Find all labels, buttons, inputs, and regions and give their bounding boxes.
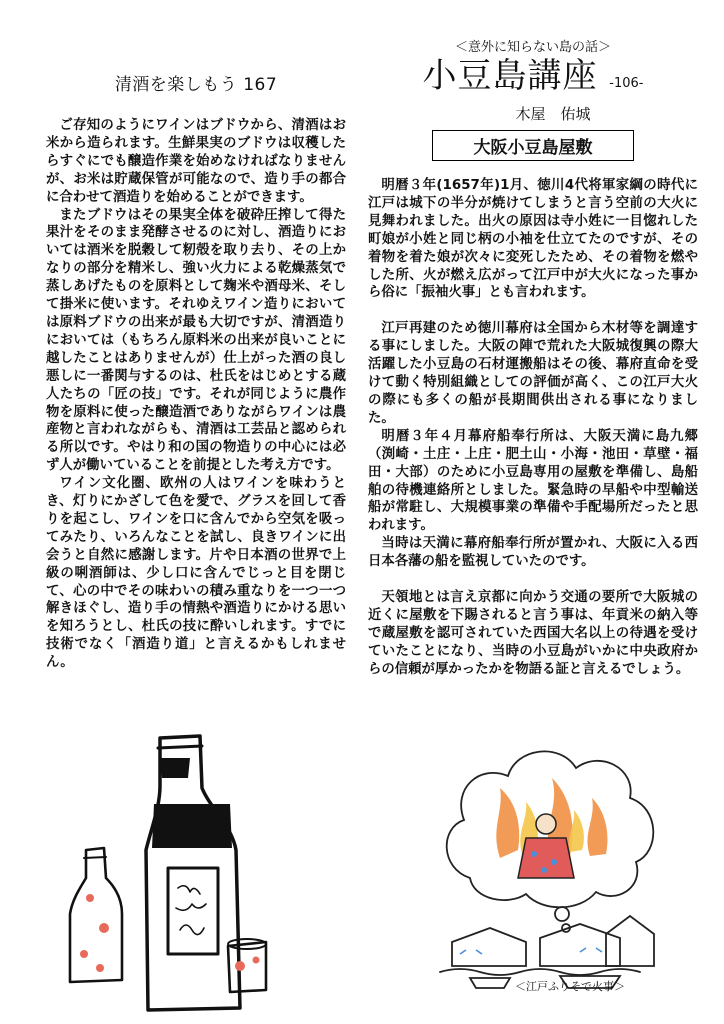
sake-paragraph: ご存知のようにワインはブドウから、清酒はお米から造られます。生鮮果実のブドウは収穫したらすぐにでも醸造作業を始めなければなりませんが、お米は貯蔵保管が可能なので、造り手の都合に合わせて酒造りを始めることができます。 [46,118,346,205]
author-name: 木屋 佑城 [515,105,591,123]
sake-column-body [46,117,346,672]
shodoshima-column-body [368,177,698,679]
column-title-text: 小豆島講座 [422,56,598,96]
sake-paragraph: またブドウはその果実全体を破砕圧搾して得た果汁をそのまま発酵させるのに対し、酒造りにおいては酒米を脱穀して籾殻を取り去り、その上かなりの部分を精米し、強い火力による乾燥蒸気で蒸しあげたものを原料として麹米や酒母米、そして掛米に使います。それゆえワイン造りにおいては原料ブドウの出来が最も大切ですが、清酒造りにおいては（もちろん原料米の出来が良いことに越したことはありませんが）仕上がった酒の良し悪しに一番関与するのは、杜氏をはじめとする蔵人たちの「匠の技」です。それが同じように農作物を原料に使った醸造酒でありながらワインは農産物と言われながらも、清酒は工芸品と認められる所以です。やはり和の国の物造りの中心には必ず人が働いていることを前提とした考え方です。 [46,207,346,474]
article-paragraph: 江戸再建のため徳川幕府は全国から木材等を調達する事にしました。大阪の陣で荒れた大阪城復興の際大活躍した小豆島の石材運搬船はその後、幕府直命を受けて動く特別組織としての評価が高く、この江戸大火の際にも多くの船が長期間供出される事になりました。 [368,321,698,426]
article-subtitle: 大阪小豆島屋敷 [432,130,634,161]
sake-bottle-illustration [60,718,320,1013]
shodoshima-column [368,36,698,679]
article-paragraph: 明暦３年４月幕府船奉行所は、大阪天満に島九郷（渕崎・土庄・上庄・肥土山・小海・池田・草壁・福田・大部）のために小豆島専用の屋敷を準備し、島船舶の待機連絡所としました。緊急時の早船や中型輸送船が常駐し、大規模事業の準備や手配場所だったと思われます。 [368,428,698,534]
sake-paragraph: ワイン文化圏、欧州の人はワインを味わうとき、灯りにかざして色を愛で、グラスを回して香りを起こし、ワインを口に含んでから空気を吸ってみたり、いろんなことを試し、良きワインに出会うと自然に感謝します。片や日本酒の世界で上級の唎酒師は、少し口に含んでじっと目を閉じて、心の中でその味わいの積み重なりを一つ一つ解きほぐし、造り手の情熱や酒造りにかける思いを知ろうとし、杜氏の技に酔いしれます。すでに技術でなく「酒造り道」と言えるかもしれません。 [46,476,346,671]
column-number: -106- [609,76,644,91]
sake-column-title: 清酒を楽しもう 167 [114,75,278,95]
article-paragraph: 当時は天満に幕府船奉行所が置かれ、大阪に入る西日本各藩の船を監視していたのです。 [368,536,698,570]
series-label: ＜意外に知らない島の話＞ [454,40,611,55]
illustration-caption: ＜江戸ふりそで火事＞ [515,980,625,993]
article-paragraph: 明暦３年(1657年)1月、徳川4代将軍家綱の時代に江戸は城下の半分が焼けてしまうと言う空前の大火に見舞われました。出火の原因は寺小姓に一目惚れした町娘が小姓と同じ柄の小袖を仕立てたのですが、その着物を着た娘が次々に変死したため、その着物を燃やした所、火が燃え広がって江戸中が大火になった事から俗に「振袖火事」とも言われます。 [368,178,698,301]
column-title [368,57,698,103]
furisode-fire-illustration [430,728,670,998]
article-paragraph: 天領地とは言え京都に向かう交通の要所で大阪城の近くに屋敷を下賜されると言う事は、年貢米の納入等で蔵屋敷を認可されていた西国大名以上の待遇を受けていたことになり、当時の小豆島がいかに中央政府からの信頼が厚かったかを物語る証と言えるでしょう。 [368,590,698,677]
sake-column [46,60,346,672]
